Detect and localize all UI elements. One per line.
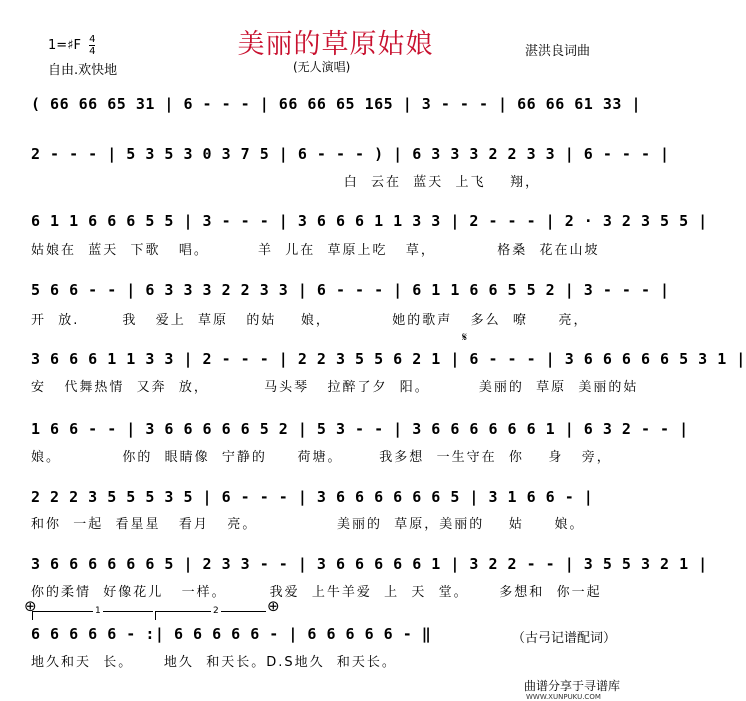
lyric-text: 你的柔情 好像花儿 一样。 我爱 上牛羊爱 上 天 堂。 多想和 你一起	[31, 585, 602, 600]
notation-text: 6 1 1 6 6 6 5 5 | 3 - - - | 3 6 6 6 1 1 3 3 | 2 - - - | 2 · 3 2 3 5 5 |	[31, 212, 708, 230]
notation-text: ( 66 66 65 31 | 6 - - - | 66 66 65 165 | 3 - - - | 66 66 61 33 |	[31, 95, 641, 113]
notation-line-2	[0, 145, 671, 167]
lyric-line-4	[31, 376, 645, 394]
notation-line-1	[0, 95, 671, 117]
notation-text: 6 6 6 6 6 - :| 6 6 6 6 6 - | 6 6 6 6 6 - ‖	[31, 625, 432, 643]
volta-1-label: 1	[95, 606, 101, 616]
performance-note: (无人演唱)	[293, 60, 351, 74]
time-signature	[89, 34, 95, 57]
notation-text: 5 6 6 - - | 6 3 3 3 2 2 3 3 | 6 - - - | 6 1 1 6 6 5 5 2 | 3 - - - |	[31, 281, 670, 299]
lyric-line-5	[31, 446, 645, 464]
lyric-text: 安 代舞热情 又奔 放， 马头琴 拉醉了夕 阳。 美丽的 草原 美丽的姑	[31, 380, 639, 395]
notation-text: 3 6 6 6 6 6 6 5 | 2 3 3 - - | 3 6 6 6 6 6 1 | 3 2 2 - - | 3 5 5 3 2 1 |	[31, 555, 708, 573]
tempo-marking: 自由.欢快地	[48, 63, 118, 78]
lyric-text: 和你 一起 看星星 看月 亮。 美丽的 草原，美丽的 姑 娘。	[31, 517, 585, 532]
lyric-text: 地久和天 长。 地久 和天长。D.S地久 和天长。	[31, 655, 397, 670]
lyric-line-6	[31, 513, 645, 531]
song-title: 美丽的草原姑娘	[237, 29, 434, 60]
lyric-text: 白 云在 蓝天 上飞 翔，	[31, 175, 541, 190]
lyric-text: 姑娘在 蓝天 下歌 唱。 羊 儿在 草原上吃 草， 格桑 花在山坡	[31, 243, 600, 258]
notation-line-5	[0, 350, 746, 372]
lyric-line-1	[31, 171, 645, 189]
volta-2-label: 2	[213, 606, 219, 616]
notation-text: 2 2 2 3 5 5 5 3 5 | 6 - - - | 3 6 6 6 6 6 6 5 | 3 1 6 6 - |	[31, 488, 594, 506]
arranger-credit: （古弓记谱配词）	[512, 631, 617, 646]
lyric-line-3	[31, 309, 645, 327]
notation-line-3	[0, 212, 708, 234]
lyric-text: 娘。 你的 眼睛像 宁静的 荷塘。 我多想 一生守在 你 身 旁，	[31, 450, 612, 465]
source-credit: 曲谱分享于寻谱库	[524, 679, 621, 693]
author-credit: 湛洪良词曲	[525, 44, 591, 59]
key-signature	[48, 34, 95, 57]
time-sig-top: 4	[89, 34, 96, 45]
time-sig-bottom: 4	[89, 46, 96, 57]
coda-icon: ⊕	[24, 597, 37, 615]
volta-bracket-2	[155, 606, 266, 620]
notation-text: 2 - - - | 5 3 5 3 0 3 7 5 | 6 - - - ) | 6 3 3 3 2 2 3 3 | 6 - - - |	[31, 145, 670, 163]
notation-line-9	[0, 625, 432, 647]
notation-text: 3 6 6 6 1 1 3 3 | 2 - - - | 2 2 3 5 5 6 2 1 | 6 - - - | 3 6 6 6 6 6 5 3 1 |	[31, 350, 746, 368]
notation-line-7	[0, 488, 671, 510]
site-watermark: WWW.XUNPUKU.COM	[526, 693, 601, 701]
notation-line-6	[0, 420, 689, 442]
lyric-line-2	[31, 239, 645, 257]
notation-line-4	[0, 281, 671, 303]
coda-icon: ⊕	[267, 597, 280, 615]
notation-text: 1 6 6 - - | 3 6 6 6 6 6 5 2 | 5 3 - - | 3 6 6 6 6 6 6 1 | 6 3 2 - - |	[31, 420, 689, 438]
segno-icon: 𝄋	[462, 330, 468, 344]
volta-bracket-1	[32, 606, 153, 620]
lyric-line-8	[31, 651, 645, 669]
notation-line-8	[0, 555, 708, 577]
lyric-line-7	[31, 581, 645, 599]
key-label: 1=♯F	[48, 38, 81, 53]
lyric-text: 开 放. 我 爱上 草原 的姑 娘， 她的歌声 多么 嘹 亮，	[31, 313, 589, 328]
